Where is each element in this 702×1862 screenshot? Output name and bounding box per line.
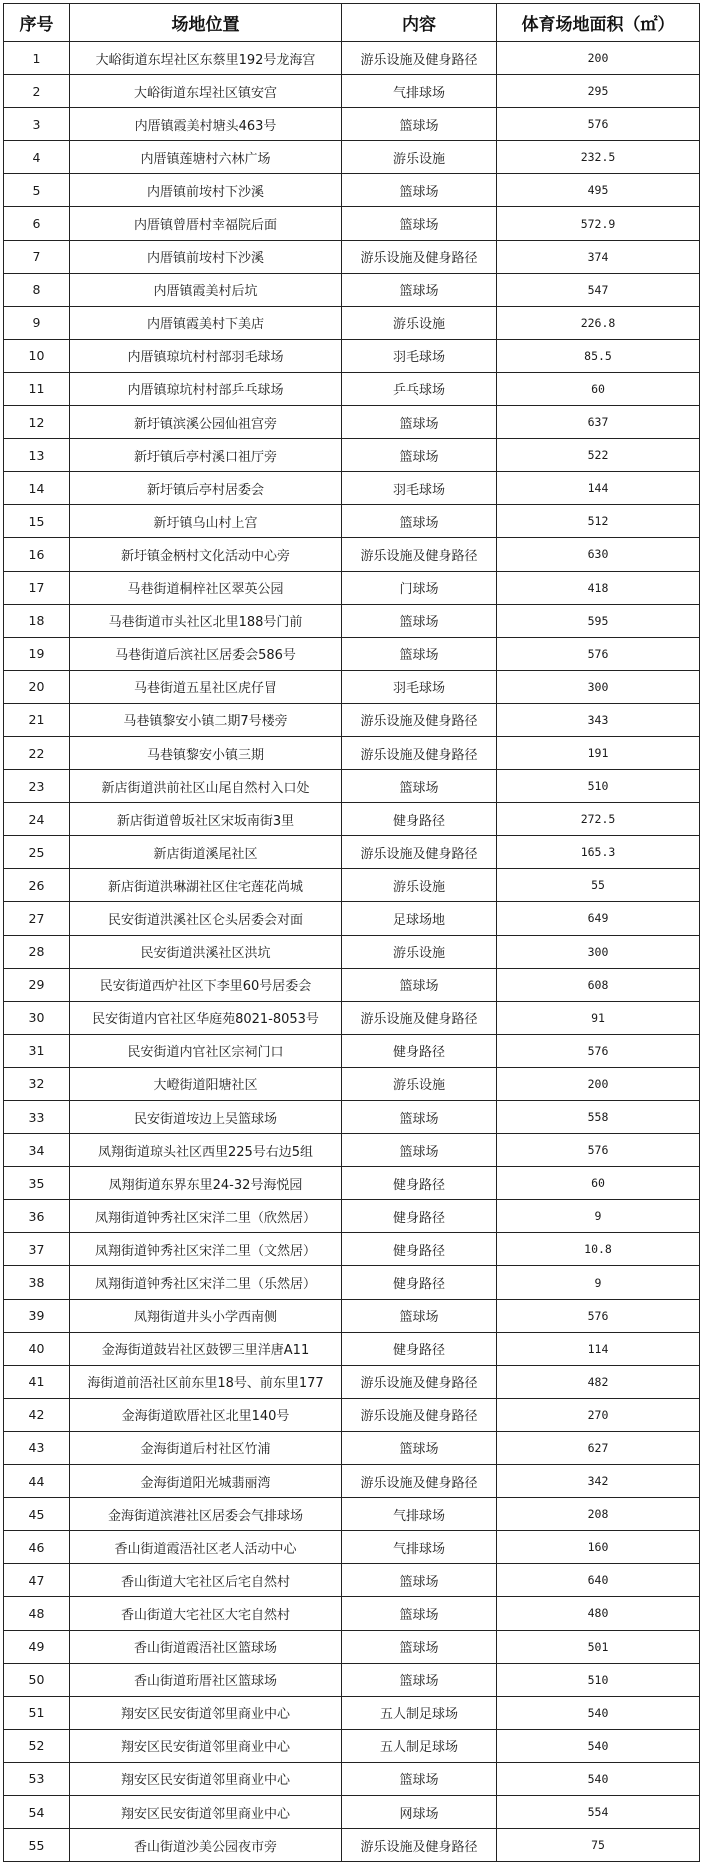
table-row — [4, 902, 700, 935]
cell-location: 新圩镇后亭村溪口祖厅旁 — [70, 439, 342, 472]
cell-location: 内厝镇霞美村塘头463号 — [70, 108, 342, 141]
table-row — [4, 1564, 700, 1597]
cell-location: 翔安区民安街道邻里商业中心 — [70, 1795, 342, 1828]
cell-content: 健身路径 — [342, 1167, 497, 1200]
cell-location: 内厝镇霞美村后坑 — [70, 273, 342, 306]
cell-area: 595 — [497, 604, 700, 637]
cell-location: 香山街道大宅社区后宅自然村 — [70, 1564, 342, 1597]
cell-area: 627 — [497, 1431, 700, 1464]
cell-no: 10 — [4, 339, 70, 372]
cell-area: 510 — [497, 1663, 700, 1696]
cell-location: 新圩镇后亭村居委会 — [70, 472, 342, 505]
cell-content: 游乐设施及健身路径 — [342, 1001, 497, 1034]
table-row — [4, 538, 700, 571]
table-row — [4, 968, 700, 1001]
table-row — [4, 75, 700, 108]
cell-area: 522 — [497, 439, 700, 472]
cell-content: 五人制足球场 — [342, 1729, 497, 1762]
cell-location: 马巷镇黎安小镇三期 — [70, 736, 342, 769]
cell-area: 576 — [497, 108, 700, 141]
cell-location: 内厝镇琼坑村村部乒乓球场 — [70, 372, 342, 405]
table-body — [4, 42, 700, 1862]
cell-content: 游乐设施 — [342, 306, 497, 339]
cell-no: 55 — [4, 1829, 70, 1862]
table-row — [4, 1498, 700, 1531]
table-row — [4, 604, 700, 637]
table-row — [4, 1299, 700, 1332]
cell-location: 马巷街道五星社区虎仔冒 — [70, 670, 342, 703]
cell-content: 网球场 — [342, 1795, 497, 1828]
cell-content: 气排球场 — [342, 1498, 497, 1531]
cell-content: 篮球场 — [342, 406, 497, 439]
cell-content: 游乐设施及健身路径 — [342, 538, 497, 571]
cell-area: 572.9 — [497, 207, 700, 240]
table-row — [4, 1762, 700, 1795]
table-row — [4, 1597, 700, 1630]
cell-content: 篮球场 — [342, 108, 497, 141]
cell-no: 6 — [4, 207, 70, 240]
cell-no: 3 — [4, 108, 70, 141]
cell-no: 4 — [4, 141, 70, 174]
table-row — [4, 439, 700, 472]
cell-area: 547 — [497, 273, 700, 306]
cell-content: 游乐设施及健身路径 — [342, 240, 497, 273]
cell-area: 540 — [497, 1762, 700, 1795]
table-row — [4, 372, 700, 405]
header-row — [4, 4, 700, 42]
cell-area: 60 — [497, 372, 700, 405]
cell-area: 295 — [497, 75, 700, 108]
cell-content: 游乐设施及健身路径 — [342, 1365, 497, 1398]
cell-area: 270 — [497, 1398, 700, 1431]
cell-location: 翔安区民安街道邻里商业中心 — [70, 1729, 342, 1762]
cell-no: 36 — [4, 1200, 70, 1233]
cell-no: 23 — [4, 770, 70, 803]
cell-location: 马巷街道市头社区北里188号门前 — [70, 604, 342, 637]
table-row — [4, 1398, 700, 1431]
cell-location: 新店街道洪前社区山尾自然村入口处 — [70, 770, 342, 803]
cell-area: 300 — [497, 935, 700, 968]
cell-location: 内厝镇霞美村下美店 — [70, 306, 342, 339]
cell-no: 25 — [4, 836, 70, 869]
cell-no: 33 — [4, 1101, 70, 1134]
cell-no: 39 — [4, 1299, 70, 1332]
table-row — [4, 1829, 700, 1862]
cell-no: 44 — [4, 1465, 70, 1498]
cell-area: 85.5 — [497, 339, 700, 372]
table-row — [4, 670, 700, 703]
cell-no: 26 — [4, 869, 70, 902]
cell-content: 健身路径 — [342, 1034, 497, 1067]
table-row — [4, 1696, 700, 1729]
cell-content: 游乐设施 — [342, 1067, 497, 1100]
cell-content: 乒乓球场 — [342, 372, 497, 405]
cell-no: 24 — [4, 803, 70, 836]
cell-location: 凤翔街道钟秀社区宋洋二里（文然居） — [70, 1233, 342, 1266]
cell-content: 篮球场 — [342, 273, 497, 306]
cell-no: 14 — [4, 472, 70, 505]
cell-content: 篮球场 — [342, 1564, 497, 1597]
cell-content: 游乐设施及健身路径 — [342, 1829, 497, 1862]
cell-area: 200 — [497, 1067, 700, 1100]
cell-location: 翔安区民安街道邻里商业中心 — [70, 1762, 342, 1795]
cell-no: 37 — [4, 1233, 70, 1266]
cell-content: 篮球场 — [342, 1134, 497, 1167]
table-row — [4, 571, 700, 604]
table-row — [4, 1200, 700, 1233]
cell-location: 内厝镇前垵村下沙溪 — [70, 174, 342, 207]
cell-no: 43 — [4, 1431, 70, 1464]
cell-location: 凤翔街道东界东里24-32号海悦园 — [70, 1167, 342, 1200]
cell-area: 165.3 — [497, 836, 700, 869]
cell-location: 民安街道洪溪社区仑头居委会对面 — [70, 902, 342, 935]
cell-location: 翔安区民安街道邻里商业中心 — [70, 1696, 342, 1729]
table-row — [4, 306, 700, 339]
cell-location: 新圩镇滨溪公园仙祖宫旁 — [70, 406, 342, 439]
cell-area: 144 — [497, 472, 700, 505]
cell-location: 内厝镇曾厝村幸福院后面 — [70, 207, 342, 240]
cell-no: 35 — [4, 1167, 70, 1200]
cell-content: 气排球场 — [342, 75, 497, 108]
cell-no: 13 — [4, 439, 70, 472]
table-row — [4, 1233, 700, 1266]
header-area: 体育场地面积（㎡） — [497, 4, 700, 42]
cell-area: 495 — [497, 174, 700, 207]
cell-content: 篮球场 — [342, 968, 497, 1001]
table-row — [4, 1663, 700, 1696]
table-row — [4, 1332, 700, 1365]
cell-area: 300 — [497, 670, 700, 703]
cell-no: 2 — [4, 75, 70, 108]
cell-location: 凤翔街道钟秀社区宋洋二里（欣然居） — [70, 1200, 342, 1233]
table-row — [4, 1034, 700, 1067]
table-row — [4, 1067, 700, 1100]
cell-area: 75 — [497, 1829, 700, 1862]
cell-no: 31 — [4, 1034, 70, 1067]
cell-location: 金海街道欧厝社区北里140号 — [70, 1398, 342, 1431]
cell-area: 10.8 — [497, 1233, 700, 1266]
cell-content: 足球场地 — [342, 902, 497, 935]
cell-content: 羽毛球场 — [342, 670, 497, 703]
cell-content: 气排球场 — [342, 1531, 497, 1564]
cell-location: 凤翔街道琼头社区西里225号右边5组 — [70, 1134, 342, 1167]
cell-content: 健身路径 — [342, 1332, 497, 1365]
table-row — [4, 1001, 700, 1034]
cell-content: 篮球场 — [342, 174, 497, 207]
cell-no: 45 — [4, 1498, 70, 1531]
table-row — [4, 1630, 700, 1663]
cell-location: 香山街道霞浯社区老人活动中心 — [70, 1531, 342, 1564]
cell-no: 12 — [4, 406, 70, 439]
cell-content: 篮球场 — [342, 1597, 497, 1630]
cell-location: 马巷街道后滨社区居委会586号 — [70, 637, 342, 670]
table-row — [4, 1465, 700, 1498]
cell-content: 游乐设施及健身路径 — [342, 836, 497, 869]
cell-location: 金海街道阳光城翡丽湾 — [70, 1465, 342, 1498]
cell-location: 凤翔街道井头小学西南侧 — [70, 1299, 342, 1332]
cell-content: 篮球场 — [342, 439, 497, 472]
cell-area: 608 — [497, 968, 700, 1001]
cell-area: 554 — [497, 1795, 700, 1828]
cell-content: 篮球场 — [342, 1299, 497, 1332]
cell-no: 27 — [4, 902, 70, 935]
sports-venue-table — [3, 3, 700, 1862]
cell-no: 54 — [4, 1795, 70, 1828]
cell-area: 272.5 — [497, 803, 700, 836]
cell-location: 民安街道内官社区宗祠门口 — [70, 1034, 342, 1067]
table-row — [4, 637, 700, 670]
table-row — [4, 141, 700, 174]
cell-area: 91 — [497, 1001, 700, 1034]
header-no: 序号 — [4, 4, 70, 42]
table-row — [4, 803, 700, 836]
cell-no: 28 — [4, 935, 70, 968]
cell-content: 篮球场 — [342, 604, 497, 637]
cell-content: 游乐设施及健身路径 — [342, 42, 497, 75]
cell-location: 香山街道霞浯社区篮球场 — [70, 1630, 342, 1663]
cell-no: 1 — [4, 42, 70, 75]
cell-content: 游乐设施及健身路径 — [342, 1398, 497, 1431]
table-row — [4, 406, 700, 439]
cell-content: 游乐设施及健身路径 — [342, 1465, 497, 1498]
cell-content: 健身路径 — [342, 803, 497, 836]
cell-content: 游乐设施 — [342, 869, 497, 902]
cell-no: 41 — [4, 1365, 70, 1398]
cell-no: 52 — [4, 1729, 70, 1762]
cell-area: 482 — [497, 1365, 700, 1398]
cell-location: 大峪街道东埕社区东蔡里192号龙海宫 — [70, 42, 342, 75]
cell-location: 新店街道溪尾社区 — [70, 836, 342, 869]
cell-location: 大峪街道东埕社区镇安宫 — [70, 75, 342, 108]
cell-area: 191 — [497, 736, 700, 769]
table-row — [4, 1134, 700, 1167]
cell-location: 内厝镇莲塘村六林广场 — [70, 141, 342, 174]
cell-no: 34 — [4, 1134, 70, 1167]
cell-area: 637 — [497, 406, 700, 439]
cell-no: 42 — [4, 1398, 70, 1431]
cell-location: 香山街道大宅社区大宅自然村 — [70, 1597, 342, 1630]
table-row — [4, 472, 700, 505]
cell-area: 576 — [497, 637, 700, 670]
cell-area: 343 — [497, 703, 700, 736]
cell-no: 38 — [4, 1266, 70, 1299]
table-row — [4, 505, 700, 538]
table-row — [4, 1266, 700, 1299]
cell-area: 232.5 — [497, 141, 700, 174]
cell-area: 512 — [497, 505, 700, 538]
cell-content: 五人制足球场 — [342, 1696, 497, 1729]
table-row — [4, 1795, 700, 1828]
cell-location: 新店街道洪琳湖社区住宅莲花尚城 — [70, 869, 342, 902]
cell-no: 47 — [4, 1564, 70, 1597]
cell-no: 48 — [4, 1597, 70, 1630]
cell-area: 576 — [497, 1299, 700, 1332]
cell-no: 8 — [4, 273, 70, 306]
cell-area: 208 — [497, 1498, 700, 1531]
table-row — [4, 935, 700, 968]
cell-area: 630 — [497, 538, 700, 571]
cell-content: 篮球场 — [342, 1431, 497, 1464]
cell-location: 新圩镇金柄村文化活动中心旁 — [70, 538, 342, 571]
cell-area: 342 — [497, 1465, 700, 1498]
table-row — [4, 1365, 700, 1398]
cell-location: 新圩镇乌山村上宫 — [70, 505, 342, 538]
table-row — [4, 174, 700, 207]
cell-no: 50 — [4, 1663, 70, 1696]
cell-location: 新店街道曾坂社区宋坂南街3里 — [70, 803, 342, 836]
cell-area: 55 — [497, 869, 700, 902]
cell-area: 374 — [497, 240, 700, 273]
cell-location: 民安街道西炉社区下李里60号居委会 — [70, 968, 342, 1001]
cell-no: 29 — [4, 968, 70, 1001]
table-row — [4, 1167, 700, 1200]
cell-location: 香山街道珩厝社区篮球场 — [70, 1663, 342, 1696]
cell-no: 46 — [4, 1531, 70, 1564]
cell-content: 篮球场 — [342, 505, 497, 538]
cell-content: 篮球场 — [342, 637, 497, 670]
table-row — [4, 339, 700, 372]
table-row — [4, 1101, 700, 1134]
cell-content: 门球场 — [342, 571, 497, 604]
cell-no: 49 — [4, 1630, 70, 1663]
cell-no: 20 — [4, 670, 70, 703]
cell-no: 40 — [4, 1332, 70, 1365]
cell-no: 53 — [4, 1762, 70, 1795]
table-row — [4, 207, 700, 240]
header-location: 场地位置 — [70, 4, 342, 42]
cell-area: 576 — [497, 1034, 700, 1067]
cell-no: 22 — [4, 736, 70, 769]
table-row — [4, 770, 700, 803]
cell-location: 海街道前浯社区前东里18号、前东里177 — [70, 1365, 342, 1398]
cell-content: 篮球场 — [342, 207, 497, 240]
cell-content: 篮球场 — [342, 1663, 497, 1696]
table-row — [4, 1431, 700, 1464]
cell-content: 篮球场 — [342, 770, 497, 803]
cell-area: 9 — [497, 1266, 700, 1299]
cell-area: 576 — [497, 1134, 700, 1167]
cell-no: 30 — [4, 1001, 70, 1034]
table-row — [4, 1531, 700, 1564]
cell-no: 7 — [4, 240, 70, 273]
cell-no: 17 — [4, 571, 70, 604]
cell-no: 32 — [4, 1067, 70, 1100]
cell-location: 民安街道内官社区华庭苑8021-8053号 — [70, 1001, 342, 1034]
cell-location: 香山街道沙美公园夜市旁 — [70, 1829, 342, 1862]
cell-content: 篮球场 — [342, 1762, 497, 1795]
cell-no: 19 — [4, 637, 70, 670]
table-row — [4, 1729, 700, 1762]
cell-no: 15 — [4, 505, 70, 538]
cell-no: 5 — [4, 174, 70, 207]
cell-no: 51 — [4, 1696, 70, 1729]
cell-area: 558 — [497, 1101, 700, 1134]
cell-location: 内厝镇前垵村下沙溪 — [70, 240, 342, 273]
cell-no: 11 — [4, 372, 70, 405]
cell-area: 226.8 — [497, 306, 700, 339]
cell-content: 游乐设施 — [342, 141, 497, 174]
cell-content: 羽毛球场 — [342, 339, 497, 372]
cell-location: 大嶝街道阳塘社区 — [70, 1067, 342, 1100]
cell-no: 21 — [4, 703, 70, 736]
table-row — [4, 836, 700, 869]
cell-area: 649 — [497, 902, 700, 935]
cell-location: 民安街道垵边上吴篮球场 — [70, 1101, 342, 1134]
table-row — [4, 703, 700, 736]
cell-location: 内厝镇琼坑村村部羽毛球场 — [70, 339, 342, 372]
cell-content: 篮球场 — [342, 1630, 497, 1663]
cell-location: 马巷街道桐梓社区翠英公园 — [70, 571, 342, 604]
cell-area: 9 — [497, 1200, 700, 1233]
cell-location: 金海街道后村社区竹浦 — [70, 1431, 342, 1464]
header-content: 内容 — [342, 4, 497, 42]
cell-area: 501 — [497, 1630, 700, 1663]
cell-no: 16 — [4, 538, 70, 571]
table-row — [4, 240, 700, 273]
cell-area: 60 — [497, 1167, 700, 1200]
cell-no: 18 — [4, 604, 70, 637]
cell-location: 凤翔街道钟秀社区宋洋二里（乐然居） — [70, 1266, 342, 1299]
table-row — [4, 108, 700, 141]
cell-area: 160 — [497, 1531, 700, 1564]
cell-content: 篮球场 — [342, 1101, 497, 1134]
cell-content: 羽毛球场 — [342, 472, 497, 505]
cell-area: 114 — [497, 1332, 700, 1365]
cell-area: 540 — [497, 1696, 700, 1729]
table-row — [4, 869, 700, 902]
cell-area: 540 — [497, 1729, 700, 1762]
cell-area: 418 — [497, 571, 700, 604]
cell-area: 200 — [497, 42, 700, 75]
cell-content: 游乐设施及健身路径 — [342, 703, 497, 736]
cell-content: 健身路径 — [342, 1266, 497, 1299]
cell-no: 9 — [4, 306, 70, 339]
cell-content: 游乐设施 — [342, 935, 497, 968]
cell-area: 640 — [497, 1564, 700, 1597]
table-row — [4, 42, 700, 75]
cell-content: 健身路径 — [342, 1233, 497, 1266]
cell-content: 健身路径 — [342, 1200, 497, 1233]
cell-location: 金海街道滨港社区居委会气排球场 — [70, 1498, 342, 1531]
cell-area: 480 — [497, 1597, 700, 1630]
table-row — [4, 736, 700, 769]
cell-location: 民安街道洪溪社区洪坑 — [70, 935, 342, 968]
cell-location: 马巷镇黎安小镇二期7号楼旁 — [70, 703, 342, 736]
table-row — [4, 273, 700, 306]
cell-area: 510 — [497, 770, 700, 803]
cell-location: 金海街道鼓岩社区鼓锣三里洋唐A11 — [70, 1332, 342, 1365]
cell-content: 游乐设施及健身路径 — [342, 736, 497, 769]
